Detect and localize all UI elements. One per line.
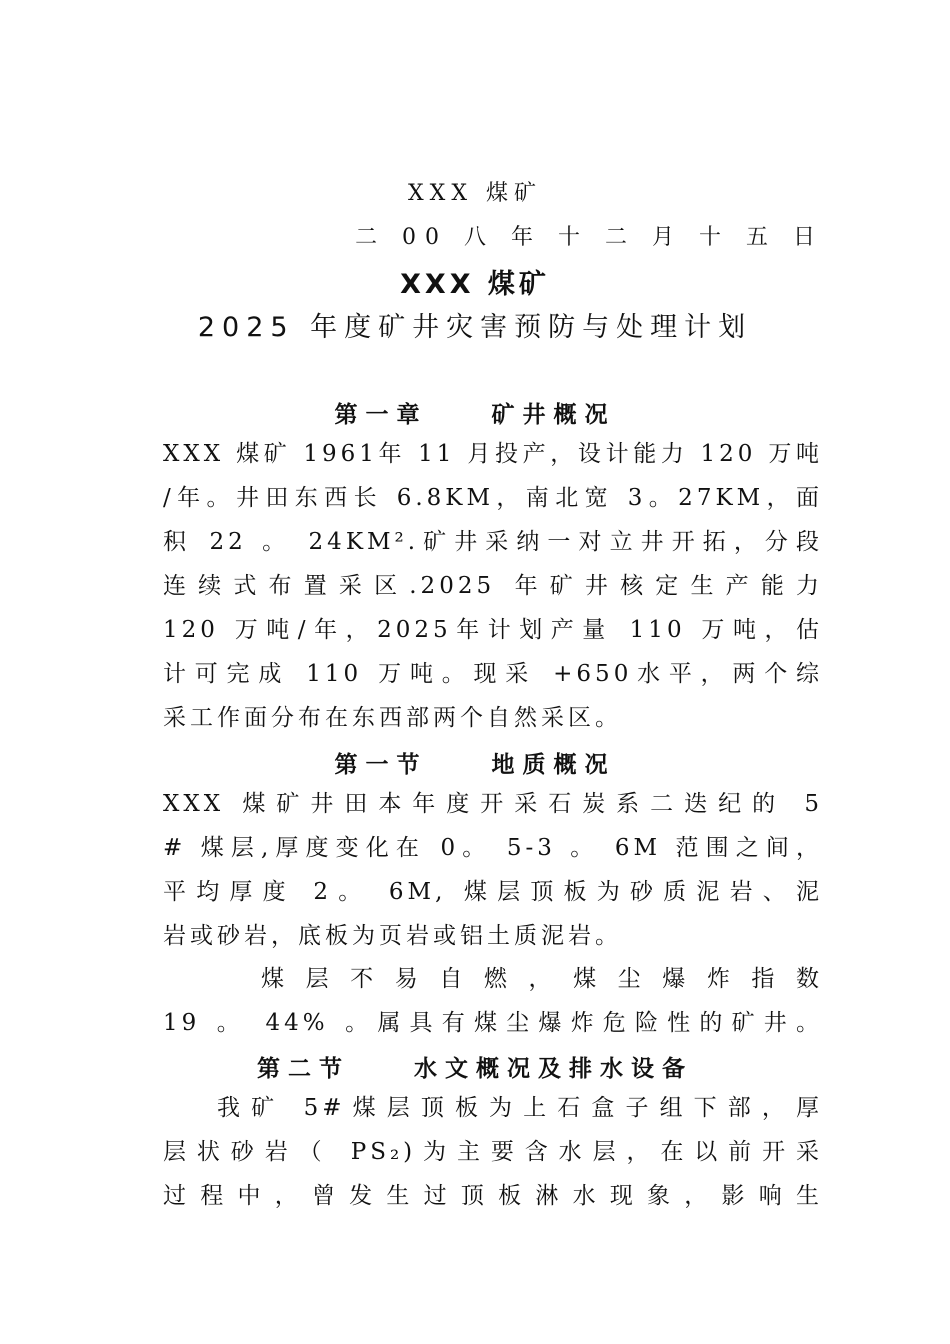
text-line: 19 。 44% 。属具有煤尘爆炸危险性的矿井。 xyxy=(163,1010,823,1036)
text-line: XXX 煤矿 1961年 11 月投产，设计能力 120 万吨 xyxy=(163,441,823,467)
paragraph-coal-dust xyxy=(163,957,823,1045)
text-line: 120 万吨/年，2025年计划产量 110 万吨，估 xyxy=(163,617,823,643)
text-line: 煤层不易自燃，煤尘爆炸指数 xyxy=(261,966,823,992)
text-line: 计可完成 110 万吨。现采 +650水平，两个综 xyxy=(163,661,823,687)
text-line: 连续式布置采区.2025 年矿井核定生产能力 xyxy=(163,573,823,599)
section-heading-hydrology: 第二节 水文概况及排水设备 xyxy=(256,1056,694,1082)
document-title-organization: XXX 煤矿 xyxy=(400,269,550,300)
cover-organization: XXX 煤矿 xyxy=(408,181,542,206)
text-line: 积 22 。 24KM².矿井采纳一对立井开拓，分段 xyxy=(163,529,823,555)
chapter-heading: 第一章 矿井概况 xyxy=(334,402,616,428)
text-line: XXX 煤矿井田本年度开采石炭系二迭纪的 5 xyxy=(163,791,823,817)
text-line: 层状砂岩（ PS₂)为主要含水层，在以前开采 xyxy=(163,1139,823,1165)
paragraph-mine-overview xyxy=(163,432,823,740)
text-line: 我矿 5#煤层顶板为上石盒子组下部，厚 xyxy=(217,1095,823,1121)
text-line: 过程中，曾发生过顶板淋水现象，影响生 xyxy=(163,1183,823,1209)
paragraph-hydrology xyxy=(163,1086,823,1218)
paragraph-geology xyxy=(163,782,823,958)
section-heading-geology: 第一节 地质概况 xyxy=(334,752,616,778)
text-line: 采工作面分布在东西部两个自然采区。 xyxy=(163,705,622,731)
cover-date: 二 00 八 年 十 二 月 十 五 日 xyxy=(355,225,824,250)
text-line: # 煤层,厚度变化在 0。 5-3 。 6M 范围之间， xyxy=(163,835,823,861)
text-line: 平均厚度 2。 6M, 煤层顶板为砂质泥岩、泥 xyxy=(163,879,823,905)
document-title: 2025 年度矿井灾害预防与处理计划 xyxy=(197,312,753,343)
text-line: /年。井田东西长 6.8KM，南北宽 3。27KM，面 xyxy=(163,485,823,511)
text-line: 岩或砂岩，底板为页岩或铝土质泥岩。 xyxy=(163,923,622,949)
